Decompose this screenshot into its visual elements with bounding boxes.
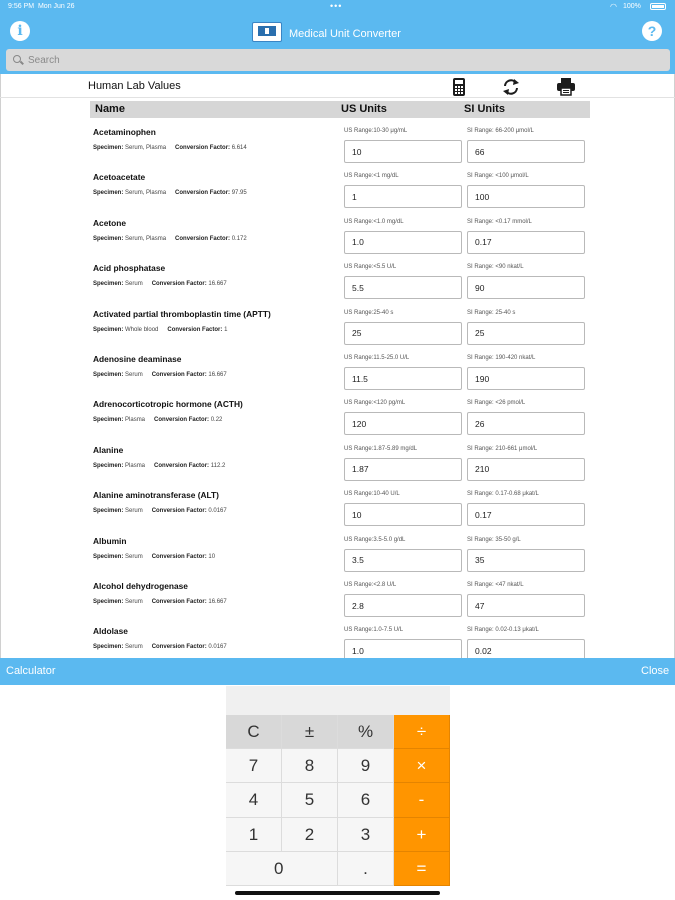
- specimen-label: Specimen:: [93, 190, 124, 197]
- row-name: Aldolase: [93, 626, 128, 637]
- si-value-field[interactable]: [467, 322, 585, 345]
- specimen-value: Serum: [125, 508, 143, 515]
- si-range: SI Range: 0.17-0.68 μkat/L: [467, 491, 539, 498]
- toolbar-divider: [0, 97, 675, 98]
- key-5[interactable]: 5: [282, 783, 338, 817]
- factor-value: 6.614: [231, 145, 247, 151]
- us-value-field[interactable]: [344, 458, 462, 481]
- row-name: Acetone: [93, 217, 127, 228]
- table-row: [0, 617, 675, 658]
- us-value-field[interactable]: [344, 140, 462, 163]
- app-title: Medical Unit Converter: [289, 28, 401, 40]
- row-meta: [93, 372, 227, 378]
- si-range: SI Range: <26 pmol/L: [467, 400, 526, 407]
- si-range: SI Range: 190-420 nkat/L: [467, 355, 536, 361]
- row-name: Acetaminophen: [93, 127, 156, 137]
- us-range: US Range:11.5-25.0 U/L: [344, 355, 410, 361]
- row-meta: [93, 463, 225, 469]
- factor-value: 0.172: [231, 235, 247, 242]
- factor-value: 1: [224, 326, 228, 333]
- key-8[interactable]: 8: [282, 749, 338, 783]
- si-range: SI Range: <0.17 mmol/L: [467, 218, 532, 225]
- specimen-label: Specimen:: [93, 326, 124, 333]
- status-bar: [0, 0, 675, 14]
- si-range: SI Range: 210-661 μmol/L: [467, 445, 538, 452]
- row-name: Adrenocorticotropic hormone (ACTH): [93, 399, 243, 410]
- key-0[interactable]: 0: [226, 852, 338, 886]
- info-icon[interactable]: i: [10, 21, 30, 41]
- us-value-field[interactable]: [344, 639, 462, 658]
- specimen-value: Serum: [125, 372, 143, 378]
- si-range: SI Range: <100 μmol/L: [467, 173, 529, 180]
- key-4[interactable]: 4: [226, 783, 282, 817]
- specimen-value: Serum, Plasma: [125, 190, 167, 197]
- table-row: [0, 572, 675, 617]
- us-range: US Range:10-30 μg/mL: [344, 128, 408, 134]
- si-value-field[interactable]: [467, 458, 585, 481]
- calculator-icon[interactable]: [449, 77, 469, 97]
- row-meta: [93, 508, 227, 514]
- table-row: [0, 209, 675, 254]
- column-name: Name: [95, 103, 125, 115]
- si-value-field[interactable]: [467, 185, 585, 208]
- key-percent[interactable]: %: [338, 715, 394, 749]
- refresh-icon[interactable]: [501, 77, 521, 97]
- search-bar[interactable]: [6, 49, 670, 71]
- us-value-field[interactable]: [344, 549, 462, 572]
- row-meta: [93, 281, 227, 287]
- us-value-field[interactable]: [344, 185, 462, 208]
- row-name: Acid phosphatase: [93, 263, 166, 274]
- specimen-value: Whole blood: [125, 326, 159, 333]
- row-name: Alcohol dehydrogenase: [93, 581, 188, 591]
- table-row: [0, 527, 675, 572]
- wifi-icon: ◠: [610, 2, 617, 11]
- battery-percent: 100%: [623, 3, 641, 10]
- key-decimal[interactable]: .: [338, 852, 394, 886]
- calculator-bar: [0, 658, 675, 685]
- close-button[interactable]: Close: [641, 665, 670, 677]
- si-value-field[interactable]: [467, 412, 585, 435]
- table-row: [0, 345, 675, 390]
- factor-label: Conversion Factor:: [151, 599, 207, 605]
- row-meta: [93, 327, 227, 333]
- factor-label: Conversion Factor:: [151, 372, 207, 378]
- us-value-field[interactable]: [344, 594, 462, 617]
- factor-label: Conversion Factor:: [151, 281, 207, 288]
- specimen-value: Serum: [125, 644, 143, 651]
- row-meta: [93, 599, 227, 605]
- table-row: [0, 163, 675, 208]
- row-meta: [93, 644, 227, 650]
- us-value-field[interactable]: [344, 503, 462, 526]
- si-range: SI Range: 25-40 s: [467, 309, 516, 316]
- factor-value: 16.667: [208, 281, 227, 288]
- column-header: [90, 101, 590, 118]
- us-range: US Range:<1 mg/dL: [344, 173, 399, 180]
- si-value-field[interactable]: [467, 503, 585, 526]
- specimen-value: Serum: [125, 599, 143, 605]
- si-value-field[interactable]: [467, 639, 585, 658]
- row-meta: [93, 417, 222, 423]
- key-equals[interactable]: =: [394, 852, 450, 886]
- specimen-label: Specimen:: [93, 417, 124, 424]
- factor-value: 0.0167: [208, 644, 227, 651]
- factor-value: 112.2: [210, 462, 226, 469]
- si-range: SI Range: <90 nkat/L: [467, 264, 524, 271]
- us-range: US Range:3.5-5.0 g/dL: [344, 536, 406, 543]
- factor-value: 16.667: [208, 372, 227, 378]
- si-range: SI Range: <47 nkat/L: [467, 582, 524, 588]
- section-title: Human Lab Values: [88, 80, 181, 92]
- key-7[interactable]: 7: [226, 749, 282, 783]
- table-row: [0, 118, 675, 163]
- si-value-field[interactable]: [467, 231, 585, 254]
- specimen-label: Specimen:: [93, 281, 124, 288]
- si-range: SI Range: 66-200 μmol/L: [467, 128, 534, 134]
- factor-label: Conversion Factor:: [167, 326, 223, 333]
- row-name: Adenosine deaminase: [93, 354, 182, 364]
- us-range: US Range:10-40 U/L: [344, 491, 400, 498]
- factor-value: 10: [208, 553, 216, 560]
- factor-value: 16.667: [208, 599, 227, 605]
- column-si-units: SI Units: [464, 103, 505, 115]
- specimen-label: Specimen:: [93, 372, 124, 378]
- specimen-label: Specimen:: [93, 508, 124, 515]
- calculator-title: Calculator: [6, 665, 56, 677]
- specimen-label: Specimen:: [93, 599, 124, 605]
- search-icon: [13, 55, 21, 63]
- row-name: Alanine: [93, 444, 124, 455]
- specimen-value: Serum: [125, 553, 143, 560]
- us-range: US Range:<2.8 U/L: [344, 582, 397, 588]
- specimen-label: Specimen:: [93, 145, 124, 151]
- column-us-units: US Units: [341, 103, 387, 115]
- specimen-value: Plasma: [125, 417, 146, 424]
- row-name: Alanine aminotransferase (ALT): [93, 490, 219, 501]
- table-row: [0, 390, 675, 435]
- specimen-label: Specimen:: [93, 644, 124, 651]
- si-range: SI Range: 0.02-0.13 μkat/L: [467, 627, 539, 634]
- key-2[interactable]: 2: [282, 818, 338, 852]
- calculator-pad: [226, 686, 450, 886]
- row-meta: [93, 190, 247, 196]
- table-row: [0, 436, 675, 481]
- si-value-field[interactable]: [467, 549, 585, 572]
- key-minus[interactable]: -: [394, 783, 450, 817]
- battery-icon: [650, 3, 666, 10]
- search-input[interactable]: [28, 52, 648, 68]
- factor-label: Conversion Factor:: [154, 417, 210, 424]
- lab-values-list[interactable]: [0, 118, 675, 658]
- si-value-field[interactable]: [467, 594, 585, 617]
- printer-icon[interactable]: [556, 77, 576, 97]
- us-range: US Range:25-40 s: [344, 309, 394, 316]
- app-logo-icon: [252, 22, 282, 42]
- row-meta: [93, 554, 215, 560]
- specimen-label: Specimen:: [93, 553, 124, 560]
- key-3[interactable]: 3: [338, 818, 394, 852]
- us-range: US Range:<1.0 mg/dL: [344, 218, 404, 225]
- key-1[interactable]: 1: [226, 818, 282, 852]
- us-range: US Range:1.0-7.5 U/L: [344, 627, 404, 634]
- specimen-label: Specimen:: [93, 462, 124, 469]
- factor-label: Conversion Factor:: [154, 462, 210, 469]
- si-value-field[interactable]: [467, 276, 585, 299]
- factor-value: 97.95: [231, 190, 247, 197]
- factor-label: Conversion Factor:: [175, 145, 231, 151]
- table-row: [0, 481, 675, 526]
- row-meta: [93, 145, 247, 151]
- key-divide[interactable]: ÷: [394, 715, 450, 749]
- us-value-field[interactable]: [344, 412, 462, 435]
- si-value-field[interactable]: [467, 367, 585, 390]
- factor-label: Conversion Factor:: [175, 190, 231, 197]
- top-bar: [0, 0, 675, 74]
- row-name: Acetoacetate: [93, 172, 146, 183]
- factor-label: Conversion Factor:: [151, 644, 207, 651]
- us-value-field[interactable]: [344, 367, 462, 390]
- us-value-field[interactable]: [344, 322, 462, 345]
- specimen-value: Serum, Plasma: [125, 145, 167, 151]
- specimen-value: Serum, Plasma: [125, 235, 167, 242]
- us-value-field[interactable]: [344, 276, 462, 299]
- key-6[interactable]: 6: [338, 783, 394, 817]
- home-indicator[interactable]: [235, 891, 440, 895]
- us-range: US Range:<5.5 U/L: [344, 264, 397, 271]
- status-time: 9:56 PM Mon Jun 26: [8, 3, 75, 10]
- key-clear[interactable]: C: [226, 715, 282, 749]
- us-range: US Range:1.87-5.89 mg/dL: [344, 445, 418, 452]
- row-name: Activated partial thromboplastin time (APTT): [93, 308, 271, 319]
- specimen-value: Serum: [125, 281, 143, 288]
- help-icon[interactable]: ?: [642, 21, 662, 41]
- calculator-display: [226, 686, 450, 715]
- key-plus[interactable]: +: [394, 818, 450, 852]
- si-range: SI Range: 35-50 g/L: [467, 536, 521, 543]
- key-9[interactable]: 9: [338, 749, 394, 783]
- key-multiply[interactable]: ×: [394, 749, 450, 783]
- us-value-field[interactable]: [344, 231, 462, 254]
- key-sign[interactable]: ±: [282, 715, 338, 749]
- specimen-value: Plasma: [125, 462, 146, 469]
- si-value-field[interactable]: [467, 140, 585, 163]
- row-name: Albumin: [93, 535, 127, 546]
- table-row: [0, 254, 675, 299]
- factor-label: Conversion Factor:: [175, 235, 231, 242]
- specimen-label: Specimen:: [93, 235, 124, 242]
- table-row: [0, 300, 675, 345]
- factor-value: 0.0167: [208, 508, 227, 515]
- multitask-dots[interactable]: •••: [330, 1, 343, 11]
- factor-value: 0.22: [210, 417, 223, 424]
- factor-label: Conversion Factor:: [151, 508, 207, 515]
- row-meta: [93, 236, 247, 242]
- us-range: US Range:<120 pg/mL: [344, 400, 406, 407]
- factor-label: Conversion Factor:: [151, 553, 207, 560]
